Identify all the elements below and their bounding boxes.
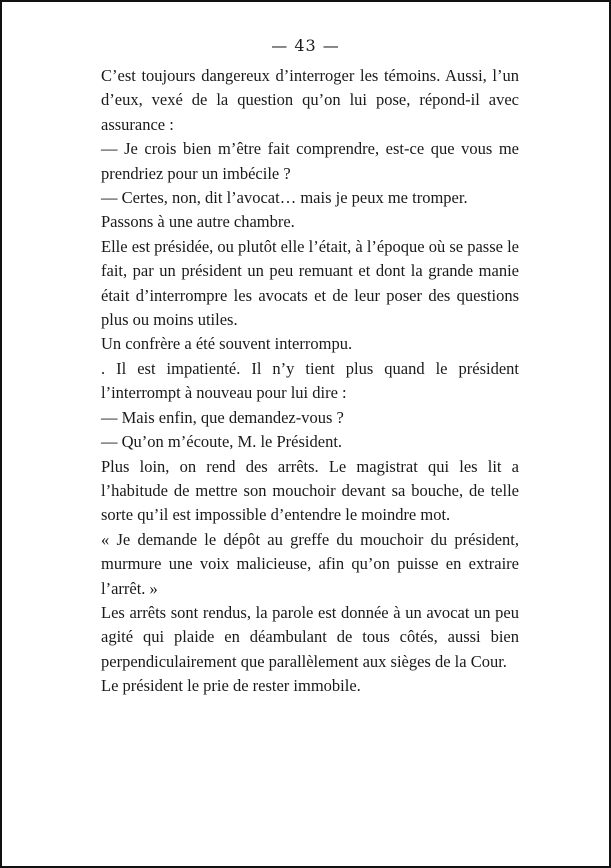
paragraph: Les arrêts sont rendus, la parole est donnée à un avocat un peu agité qui plaide en déambulant de tous côtés, aussi bien perpendiculairement que parallèlement aux sièges de la Cour.	[101, 602, 519, 671]
paragraph: Passons à une autre chambre.	[101, 212, 295, 232]
paragraph: Plus loin, on rend des arrêts. Le magistrat qui les lit a l’habitude de mettre son mouchoir devant sa bouche, de telle sorte qu’il est impossible d’entendre le moindre mot.	[101, 456, 519, 525]
paragraph: . Il est impatienté. Il n’y tient plus quand le président l’interrompt à nouveau pour lui dire :	[101, 358, 519, 403]
paragraph: — Je crois bien m’être fait comprendre, est-ce que vous me prendriez pour un imbécile ?	[101, 139, 519, 183]
paragraph: C’est toujours dangereux d’interroger les témoins. Aussi, l’un d’eux, vexé de la question qu’on lui pose, répond-il avec assurance :	[101, 66, 519, 134]
paragraph: — Mais enfin, que demandez-vous ?	[101, 407, 344, 427]
page-number: — 43 —	[271, 36, 340, 55]
paragraph: Elle est présidée, ou plutôt elle l’était, à l’époque où se passe le fait, par un président un peu remuant et dont la grande manie était d’interrompre les avocats et de leur poser des questions plus ou moins utiles.	[101, 236, 519, 330]
paragraph: Le président le prie de rester immobile.	[101, 676, 361, 696]
page-body	[101, 64, 519, 699]
paragraph: — Qu’on m’écoute, M. le Président.	[101, 432, 343, 452]
paragraph: Un confrère a été souvent interrompu.	[101, 334, 353, 354]
paragraph: — Certes, non, dit l’avocat… mais je peux me tromper.	[101, 188, 468, 208]
paragraph: « Je demande le dépôt au greffe du mouchoir du président, murmure une voix malicieuse, afin qu’on puisse en extraire l’arrêt. »	[101, 529, 519, 598]
